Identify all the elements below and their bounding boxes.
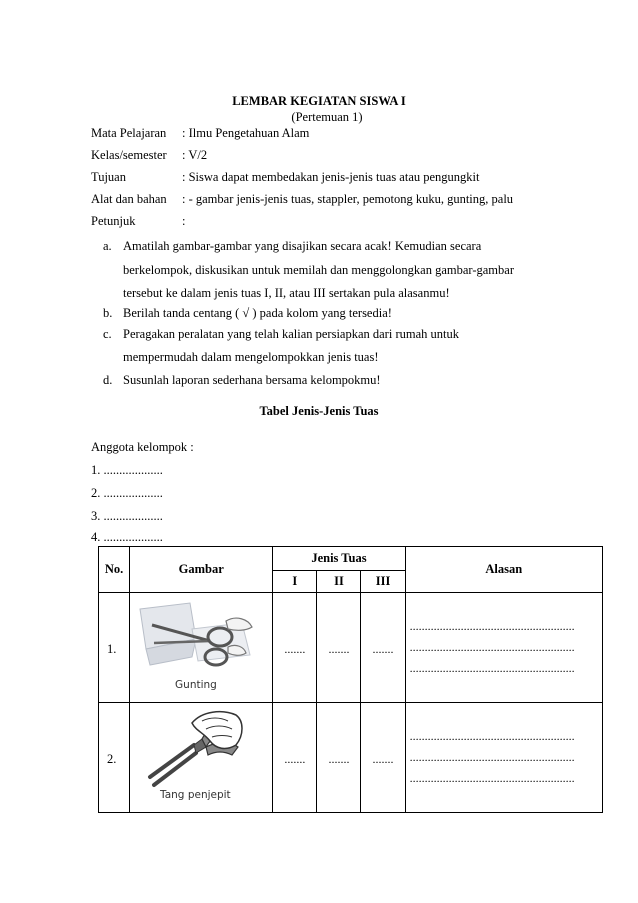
header-alasan: Alasan [405,547,602,593]
instruction-b-line-1: Berilah tanda centang ( √ ) pada kolom yang tersedia! [123,306,392,320]
meta-label-class: Kelas/semester [91,148,167,162]
mark-jenis-ii[interactable]: ....... [317,593,361,703]
header-jenis-iii: III [361,571,405,593]
reason-line[interactable]: ....................................................... [409,750,575,764]
row-number: 1. [99,593,130,703]
group-label: Anggota kelompok : [91,440,194,454]
reason-line[interactable]: ....................................................... [409,640,575,654]
instruction-letter-a: a. [103,239,112,253]
instruction-letter-c: c. [103,327,112,341]
mark-jenis-ii[interactable]: ....... [317,703,361,813]
meta-value-materials: : - gambar jenis-jenis tuas, stappler, pemotong kuku, gunting, palu [182,192,514,206]
mark-jenis-i[interactable]: ....... [273,593,317,703]
table-row [99,593,603,703]
mark-jenis-i[interactable]: ....... [273,703,317,813]
header-jenis-tuas: Jenis Tuas [273,547,405,571]
table-row [99,703,603,813]
header-no: No. [99,547,130,593]
instruction-letter-d: d. [103,373,113,387]
instruction-letter-b: b. [103,306,113,320]
group-member-1[interactable]: 1. ................... [91,463,163,477]
image-caption: Tang penjepit [160,789,231,801]
meta-label-subject: Mata Pelajaran [91,126,167,140]
table-header-row [99,547,603,571]
instruction-c-line-2: mempermudah dalam mengelompokkan jenis tuas! [123,350,379,364]
image-caption: Gunting [175,679,217,691]
instruction-a-line-3: tersebut ke dalam jenis tuas I, II, atau III sertakan pula alasanmu! [123,286,450,300]
header-jenis-i: I [273,571,317,593]
instruction-a-line-2: berkelompok, diskusikan untuk memilah dan menggolongkan gambar-gambar [123,263,514,277]
page-subtitle: (Pertemuan 1) [291,110,363,124]
reason-line[interactable]: ....................................................... [409,619,575,633]
meta-value-goal: : Siswa dapat membedakan jenis-jenis tuas atau pengungkit [182,170,480,184]
reason-line[interactable]: ....................................................... [409,661,575,675]
page-title: LEMBAR KEGIATAN SISWA I [232,94,406,108]
row-number: 2. [99,703,130,813]
instruction-a-line-1: Amatilah gambar-gambar yang disajikan secara acak! Kemudian secara [123,239,482,253]
row-image-cell [130,703,273,813]
mark-jenis-iii[interactable]: ....... [361,593,405,703]
group-member-3[interactable]: 3. ................... [91,509,163,523]
reason-line[interactable]: ....................................................... [409,771,575,785]
group-member-4[interactable]: 4. ................... [91,530,163,544]
row-image-cell [130,593,273,703]
meta-value-instructions: : [182,214,186,228]
meta-label-goal: Tujuan [91,170,126,184]
reason-line[interactable]: ....................................................... [409,729,575,743]
meta-label-materials: Alat dan bahan [91,192,167,206]
header-gambar: Gambar [130,547,273,593]
table-title: Tabel Jenis-Jenis Tuas [259,404,379,418]
meta-value-subject: : Ilmu Pengetahuan Alam [182,126,310,140]
meta-value-class: : V/2 [182,148,208,162]
lever-table [98,546,603,813]
reason-cell[interactable] [405,593,602,703]
instruction-d-line-1: Susunlah laporan sederhana bersama kelompokmu! [123,373,381,387]
reason-cell[interactable] [405,703,602,813]
mark-jenis-iii[interactable]: ....... [361,703,405,813]
header-jenis-ii: II [317,571,361,593]
meta-label-instructions: Petunjuk [91,214,136,228]
group-member-2[interactable]: 2. ................... [91,486,163,500]
instruction-c-line-1: Peragakan peralatan yang telah kalian persiapkan dari rumah untuk [123,327,459,341]
